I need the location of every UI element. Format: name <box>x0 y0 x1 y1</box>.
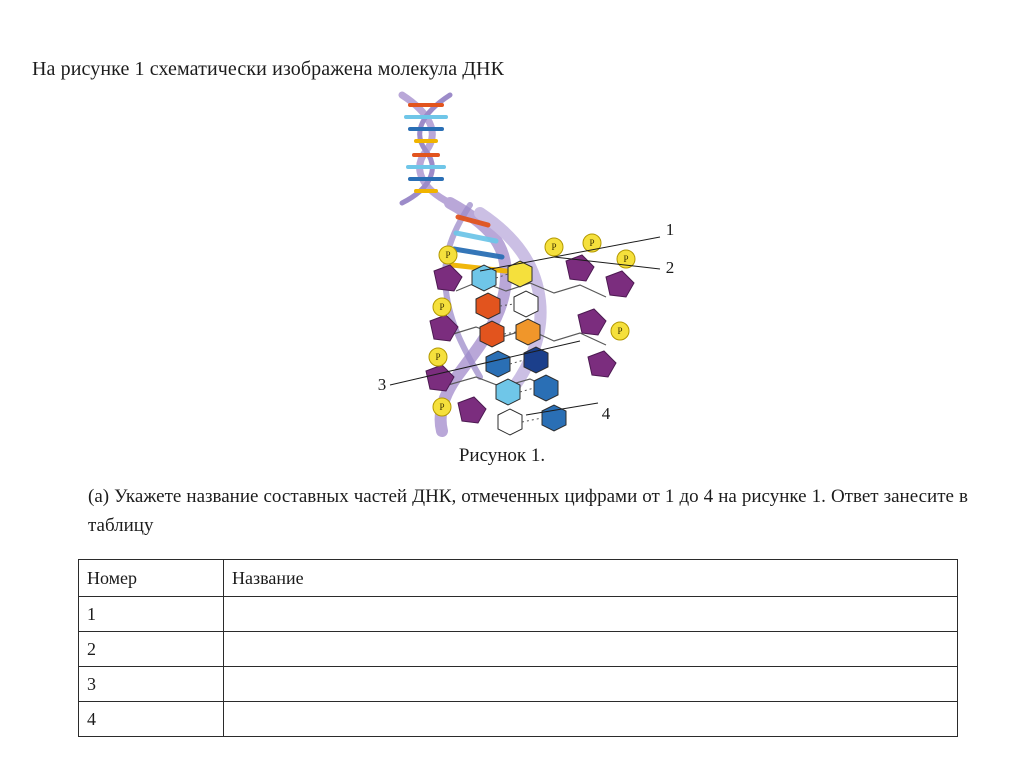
row-number-4: 4 <box>79 702 224 737</box>
row-answer-1[interactable] <box>224 597 958 632</box>
svg-text:P: P <box>551 242 557 252</box>
row-number-2: 2 <box>79 632 224 667</box>
svg-text:P: P <box>589 238 595 248</box>
svg-text:P: P <box>439 302 445 312</box>
callout-label-3: 3 <box>377 375 387 394</box>
table-header-name: Название <box>224 560 958 597</box>
svg-text:P: P <box>617 326 623 336</box>
svg-text:P: P <box>439 402 445 412</box>
row-number-1: 1 <box>79 597 224 632</box>
row-answer-4[interactable] <box>224 702 958 737</box>
intro-text: На рисунке 1 схематически изображена молекула ДНК <box>32 58 505 80</box>
svg-text:P: P <box>623 254 629 264</box>
table-row <box>79 667 958 702</box>
row-answer-3[interactable] <box>224 667 958 702</box>
table-header-row <box>79 560 958 597</box>
figure-block <box>30 85 974 475</box>
callout-label-2: 2 <box>665 258 675 277</box>
figure-caption: Рисунок 1. <box>458 445 546 466</box>
callout-label-1: 1 <box>665 220 675 239</box>
table-row <box>79 597 958 632</box>
answer-table <box>78 559 958 737</box>
table-row <box>79 632 958 667</box>
dna-molecule-diagram <box>330 85 750 445</box>
svg-text:P: P <box>435 352 441 362</box>
row-answer-2[interactable] <box>224 632 958 667</box>
callout-label-4: 4 <box>601 404 611 423</box>
document-content <box>30 40 974 740</box>
question-text: (a) Укажете название составных частей ДНК, отмеченных цифрами от 1 до 4 на рисунке 1. Ответ занесите в таблицу <box>88 486 968 536</box>
table-row <box>79 702 958 737</box>
table-header-number: Номер <box>79 560 224 597</box>
svg-text:P: P <box>445 250 451 260</box>
row-number-3: 3 <box>79 667 224 702</box>
